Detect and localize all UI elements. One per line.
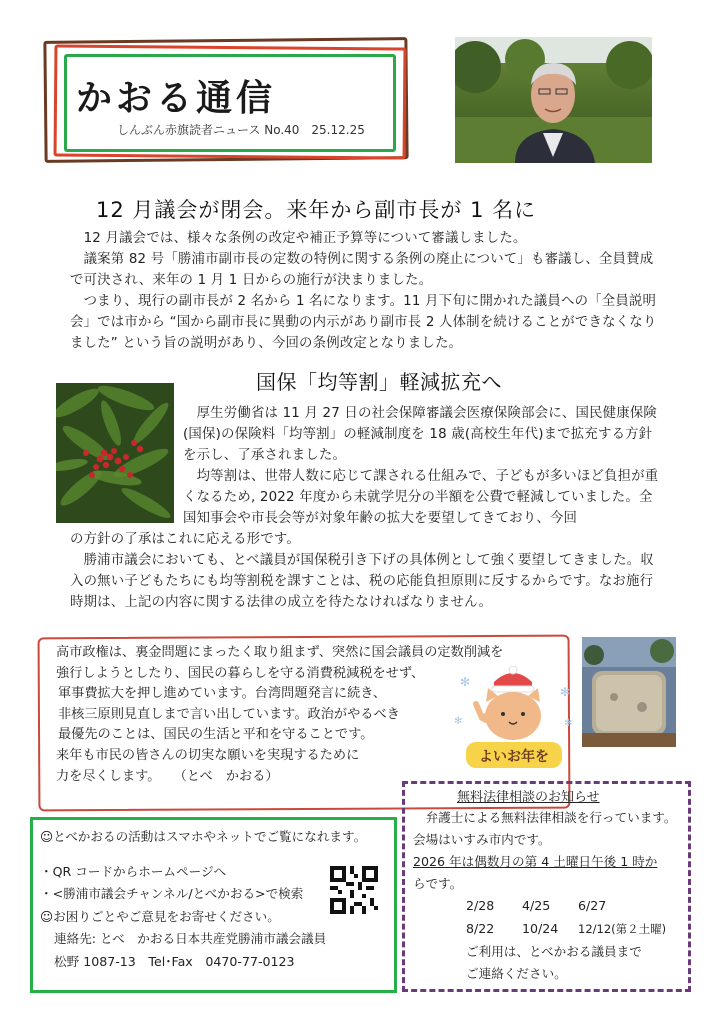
legal-date: 8/22 <box>466 921 495 936</box>
legal-line <box>413 851 681 873</box>
contact-line: ☺とべかおるの活動はスマホやネットでご覧になれます。 <box>40 829 367 844</box>
newsletter-title: かおる通信 <box>76 78 277 119</box>
contact-line: 連絡先: とべ かおる日本共産党勝浦市議会議員 <box>54 931 327 946</box>
article1-body <box>70 228 662 354</box>
article2-side-body <box>183 403 664 529</box>
legal-dates-row1 <box>466 895 676 917</box>
article2-full-body <box>70 529 664 613</box>
contact-line: ・QR コードからホームページへ <box>40 863 227 879</box>
berry-plant-photo <box>56 383 174 523</box>
legal-outro <box>466 941 678 985</box>
article1-headline: 12 月議会が閉会。来年から副市長が 1 名に <box>96 198 537 222</box>
legal-consult-title: 無料法律相談のお知らせ <box>457 790 600 805</box>
legal-consult-body <box>413 807 681 895</box>
message-line: 最優先のことは、国民の生活と平和を守ることです。 <box>58 727 374 743</box>
message-line: 軍事費拡大を押し進めています。台湾問題発言に続き、 <box>58 686 387 702</box>
article2-paragraph: 勝浦市議会においても、とべ議員が国保税引き下げの具体例として強く要望してきました。収入の無い子どもたちにも均等割税を課すことは、税の応能負担原則に反するからです。なお施行時期は、上記の内容に関する法律の成立を待たなければなりません。 <box>70 553 654 610</box>
legal-date: 12/12(第２土曜) <box>578 922 667 936</box>
legal-schedule-highlight: 2026 年は偶数月の第 4 土曜日午後 1 時か <box>413 854 658 869</box>
newsletter-issue: しんぶん赤旗読者ニュース No.40 25.12.25 <box>117 123 365 137</box>
legal-line: 弁護士による無料法律相談を行っています。会場はいすみ市内です。 <box>413 810 677 847</box>
legal-date: 6/27 <box>578 898 607 913</box>
message-line: 非核三原則見直しまで言い出しています。政治がやるべき <box>58 706 400 722</box>
stone-statue-photo <box>582 637 676 747</box>
svg-text:✻: ✻ <box>454 716 463 727</box>
greeting-text: よいお年を <box>479 749 549 765</box>
qr-code[interactable] <box>330 866 378 914</box>
contact-line: 松野 1087-13 Tel･Fax 0470-77-0123 <box>54 953 295 969</box>
legal-line: ご連絡ください。 <box>466 966 567 981</box>
article2-paragraph: の方針の了承はこれに応える形です。 <box>70 532 300 547</box>
new-year-cat-illustration <box>446 666 580 776</box>
legal-line: らです。 <box>413 876 463 891</box>
message-line: 強行しようとしたり、国民の暮らしを守る消費税減税をせず、 <box>56 665 425 681</box>
article2-headline: 国保「均等割」軽減拡充へ <box>256 370 502 394</box>
message-line: 来年も市民の皆さんの切実な願いを実現するために <box>56 747 360 763</box>
legal-dates-row2 <box>466 918 682 940</box>
article2-paragraph: 均等割は、世帯人数に応じて課される仕組みで、子どもが多いほど負担が重くなるため, 2022 年度から未就学児分の半額を公費で軽減していました。全国知事会や市長会等が対象年齢の拡大を要望してきており、今回 <box>183 469 659 526</box>
legal-date: 2/28 <box>466 898 495 913</box>
message-line: 力を尽くします。 （とべ かおる） <box>56 768 279 784</box>
legal-date: 4/25 <box>522 898 551 913</box>
legal-line: ご利用は、とべかおる議員まで <box>466 944 642 959</box>
message-line: 高市政権は、裏金問題にまったく取り組まず、突然に国会議員の定数削減を <box>56 645 504 660</box>
svg-text:✻: ✻ <box>560 685 571 699</box>
portrait-photo <box>455 37 652 163</box>
legal-date: 10/24 <box>522 921 559 936</box>
article1-paragraph: 議案第 82 号「勝浦市副市長の定数の特例に関する条例の廃止について」も審議し、全員賛成で可決され、来年の 1 月 1 日からの施行が決まりました。 <box>70 252 654 288</box>
svg-text:✻: ✻ <box>564 718 573 729</box>
contact-line: ・<勝浦市議会チャンネル/とべかおる>で検索 <box>40 886 304 901</box>
svg-text:✻: ✻ <box>460 675 471 689</box>
article1-paragraph: つまり、現行の副市長が 2 名から 1 名になります。11 月下旬に開かれた議員への「全員説明会」では市から “国から副市長に異動の内示があり副市長 2 人体制を続けることができなくなりました” という旨の説明があり、今回の条例改定となりました。 <box>70 294 657 351</box>
contact-line: ☺お困りごとやご意見をお寄せください。 <box>40 908 280 924</box>
article1-paragraph: 12 月議会では、様々な条例の改定や補正予算等について審議しました。 <box>70 231 527 246</box>
article2-paragraph: 厚生労働省は 11 月 27 日の社会保障審議会医療保険部会に、国民健康保険(国保)の保険料「均等割」の軽減制度を 18 歳(高校生年代)まで拡充する方針を示し、了承されました。 <box>183 406 658 463</box>
